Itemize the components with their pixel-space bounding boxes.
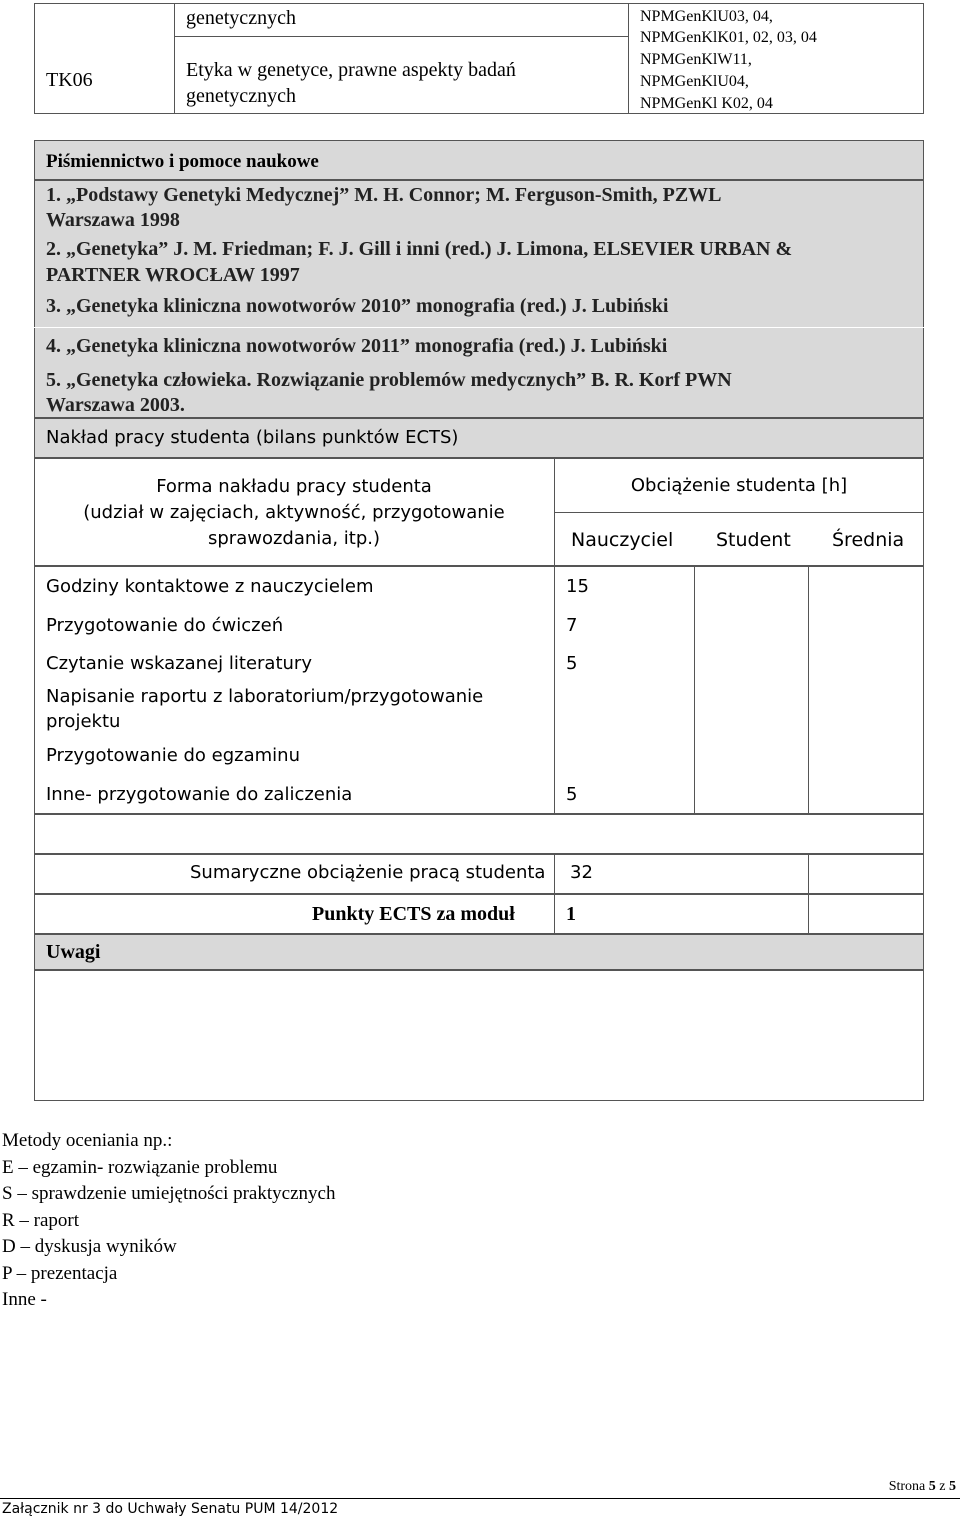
topic-content-line3: genetycznych [186,85,296,107]
effects-line4: NPMGenKlU04, [640,73,749,90]
literature-item-1-cont: Warszawa 1998 [46,209,180,231]
workload-row-label: Przygotowanie do egzaminu [46,745,300,766]
workload-row-label: Czytanie wskazanej literatury [46,653,312,674]
workload-heading: Nakład pracy studenta (bilans punktów ECTS) [46,427,459,448]
workload-col-divider-b [694,566,695,814]
literature-item-4: 4. „Genetyka kliniczna nowotworów 2011” monografia (red.) J. Lubiński [46,335,668,357]
load-header: Obciążenie studenta [h] [630,475,848,496]
workload-row-label: Godziny kontaktowe z nauczycielem [46,576,374,597]
literature-item-1: 1. „Podstawy Genetyki Medycznej” M. H. Connor; M. Ferguson-Smith, PZWL [46,184,722,206]
form-header-line3: sprawozdania, itp.) [208,528,380,549]
workload-row-value: 5 [566,653,578,674]
literature-heading: Piśmiennictwo i pomoce naukowe [46,151,319,172]
literature-item-3: 3. „Genetyka kliniczna nowotworów 2010” monografia (red.) J. Lubiński [46,295,669,317]
method-item: Inne - [2,1289,47,1310]
page-label: Strona [888,1479,926,1494]
page-indicator [889,1478,956,1496]
sum-row-divider-b [808,854,809,894]
form-header-line1: Forma nakładu pracy studenta [156,476,432,497]
topic-content-line2: Etyka w genetyce, prawne aspekty badań [186,59,516,81]
load-header-divider [554,512,924,513]
workload-row-label: Inne- przygotowanie do zaliczenia [46,784,353,805]
remarks-area [34,970,924,1101]
literature-divider [34,327,924,328]
col-mean: Średnia [832,529,905,551]
page-of: z [939,1479,946,1494]
workload-blank-row [34,814,924,854]
top-row-divider-2 [628,3,629,114]
method-item: R – raport [2,1210,80,1231]
method-item: D – dyskusja wyników [2,1236,177,1257]
ects-row-divider-a [554,894,555,934]
effects-line5: NPMGenKl K02, 04 [640,95,773,112]
col-teacher: Nauczyciel [571,529,674,551]
sum-row-divider-a [554,854,555,894]
page-number: 5 [928,1479,936,1494]
top-row-divider-1 [174,3,175,114]
literature-item-5-cont: Warszawa 2003. [46,394,185,416]
ects-value: 1 [566,903,576,925]
col-student: Student [716,529,791,551]
effects-line1: NPMGenKlU03, 04, [640,8,773,25]
workload-row-value: 5 [566,784,578,805]
workload-col-divider-c [808,566,809,814]
workload-row-label-cont: projektu [46,711,121,732]
topic-code: TK06 [46,69,93,91]
workload-col-divider-a [554,566,555,814]
method-item: P – prezentacja [2,1263,118,1284]
effects-line3: NPMGenKlW11, [640,51,752,68]
ects-row-divider-b [808,894,809,934]
effects-line2: NPMGenKlK01, 02, 03, 04 [640,29,817,46]
top-row-split [174,36,628,37]
footer-rule [0,1498,960,1499]
annex-note: Załącznik nr 3 do Uchwały Senatu PUM 14/2012 [2,1501,339,1517]
method-item: E – egzamin- rozwiązanie problemu [2,1157,278,1178]
sum-value: 32 [570,862,593,883]
topic-content-line1: genetycznych [186,7,296,29]
method-item: S – sprawdzenie umiejętności praktycznych [2,1183,336,1204]
literature-item-5: 5. „Genetyka człowieka. Rozwiązanie problemów medycznych” B. R. Korf PWN [46,369,732,391]
sum-label: Sumaryczne obciążenie pracą studenta [190,862,546,883]
workload-row-label: Napisanie raportu z laboratorium/przygotowanie [46,686,484,707]
remarks-heading: Uwagi [46,941,101,963]
workload-row-value: 15 [566,576,589,597]
page-total: 5 [949,1479,956,1494]
workload-row-label: Przygotowanie do ćwiczeń [46,615,284,636]
form-header-line2: (udział w zajęciach, aktywność, przygotowanie [83,502,505,523]
literature-item-2-cont: PARTNER WROCŁAW 1997 [46,264,300,286]
workload-row-value: 7 [566,615,578,636]
ects-label: Punkty ECTS za moduł [312,903,515,925]
remarks-heading-row [34,934,924,970]
methods-title: Metody oceniania np.: [2,1130,173,1151]
literature-item-2: 2. „Genetyka” J. M. Friedman; F. J. Gill i inni (red.) J. Limona, ELSEVIER URBAN & [46,238,793,260]
